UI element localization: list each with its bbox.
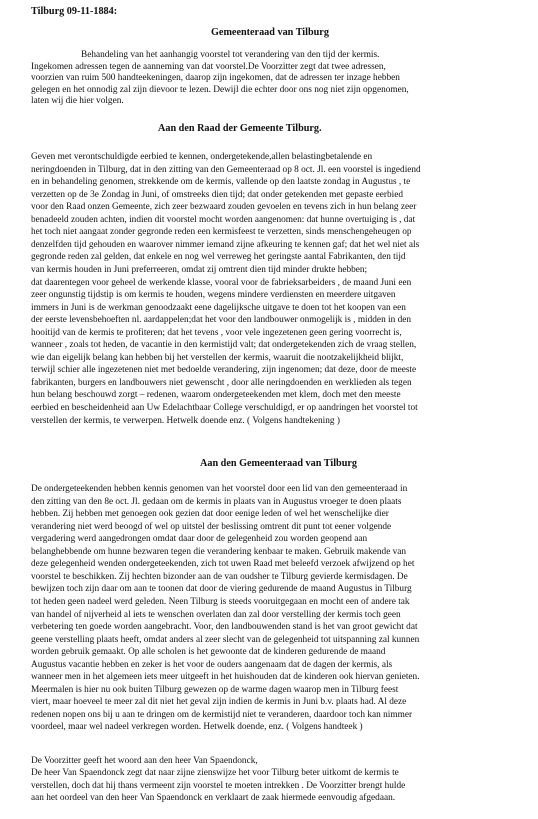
text-line: denzelfden tijd gehouden en waarover nimmer iemand zijne afkeuring te kennen gaf; dat het wel niet als [31,239,420,250]
text-line: voordeel, maar wel nadeel verkregen worden. Hetwelk doende, enz. ( Volgens handteek ) [31,722,363,733]
text-line: laten wij die hier volgen. [31,96,124,107]
text-line: terwijl schier alle ingezetenen niet met bedoelde verandering, zijn ingenomen; dat deze, door de meeste [31,365,417,376]
text-line: gelegen en het onnodig zal zijn dievoor te lezen. Dewijl die echter door ons nog niet zijn opgenomen, [31,84,409,95]
text-line: zeer ongunstig tijdstip is om kermis te houden, wegens mindere verdiensten en meerdere uitgaven [31,290,396,301]
text-line: neringdoenden in Tilburg, dat in den zitting van den Gemeenteraad op 8 oct. Jl. een voorstel is ingediend [31,164,421,175]
text-line: verstellen der kermis, te verwerpen. Hetwelk doende enz. ( Volgens handtekening ) [31,415,340,426]
text-line: het toch niet aangaat zonder gegronde reden een kermisfeest te verzetten, sinds menschengeheugen op [31,227,412,238]
document-date: Tilburg 09-11-1884: [31,6,118,17]
text-line: worden gebruik gemaakt. Op alle scholen is het gewoonte dat de kinderen gedurende de maand [31,647,386,658]
text-line: tot heden geen nadeel werd geleden. Neen Tilburg is steeds vooruitgegaan en mocht een of andere tak [31,596,410,607]
text-line: redenen nopen ons bij u aan te dringen om de kermistijd niet te veranderen, daardoor toch kan nimmer [31,709,413,720]
text-line: hebben. Zij hebben met genoegen ook gezien dat door eenige leden of wel het wenschelijke dier [31,509,389,520]
text-line: eerbied en bescheidenheid aan Uw Edelachtbaar College verschuldigd, er op aandringen het voorstel tot [31,403,418,413]
text-line: van kermis houden in Juni preferreeren, omdat zij omtrent dien tijd minder drukte hebben; [31,264,368,275]
text-line: viert, maar hoeveel te meer zal dit niet het geval zijn indien de kermis in Juni b.v. plaats had. Al deze [31,697,407,708]
text-line: aan het oordeel van den heer Van Spaendonck en verklaart de zaak hiermede eenvoudig afgedaan. [31,793,396,804]
text-line: Geven met verontschuldigde eerbied te kennen, ondergetekende,allen belastingbetalende en [31,152,373,162]
text-line: Augustus vacantie hebben en zeker is het voor de ouders aangenaam dat de dagen der kermis, als [31,659,393,670]
text-line: fabrikanten, burgers en landbouwers niet gewenscht , door alle neringdoenden en werklieden als tegen [31,377,412,388]
text-line: bewijzen toch zijn daar om aan te toonen dat door de viering gedurende de maand Augustus in Tilburg [31,584,412,595]
document-title: Gemeenteraad van Tilburg [211,27,329,38]
text-line: Behandeling van het aanhangig voorstel tot verandering van den tijd der kermis. [81,50,380,60]
text-line: verandering niet werd beoogd of wel op uitstel der beslissing omtrent dit punt tot eener volgende [31,521,392,532]
text-line: Ingekomen adressen tegen de aanneming van dat voorstel.De Voorzitter zegt dat twee adressen, [31,61,386,72]
text-line: gegronde reden zal gelden, dat enkele en nog wel verreweg het geringste aantal Fabrikanten, den tijd [31,252,406,263]
text-line: wanneer , zoals tot heden, de vacantie in den kermistijd valt; dat ondergetekenden zich de vraag stellen, [31,340,417,351]
text-line: verbetering ten goede worden aangebracht. Voor, den landbouwenden stand is het van groot gewicht dat [31,622,418,633]
text-line: den zitting van den 8e oct. Jl. gedaan om de kermis in plaats van in Augustus vroeger te doen plaats [31,496,402,507]
text-line: van handel of nijverheid al iets te wenschen overlaten dan zal door verstelling der kermis toch geen [31,609,401,620]
text-line: der eerste levensbehoeften nl. aardappelen;dat het voor den landbouwer onmogelijk is , midden in den [31,315,412,326]
text-line: De Voorzitter geeft het woord aan den heer Van Spaendonck, [31,756,258,766]
text-line: verstellen, doch dat hij thans vermeent zijn voorstel te moeten intrekken . De Voorzitter brengt hulde [31,780,406,791]
text-line: wanneer men in het algemeen iets meer uitgeeft in het huishouden dat de kinderen ook hiervan genieten. [31,672,420,683]
text-line: voorzien van ruim 500 handteekeningen, daarop zijn ingekomen, dat de adressen ter inzage hebben [31,73,400,84]
section-1-heading: Aan den Raad der Gemeente Tilburg. [158,123,322,134]
text-line: hooitijd van de kermis te profiteren; dat het tevens , voor vele ingezetenen geen gering voorrecht is, [31,327,402,338]
text-line: verzetten op de 3e Zondag in Juni, of omstreeks dien tijd; dat onder getekenden met gepaste eerbied [31,189,404,200]
text-line: immers in Juni is de werkman genoodzaakt eene dagelijksche uitgave te doen tot het koopen van een [31,302,406,313]
text-line: dat daarentegen voor geheel de werkende klasse, vooral voor de fabrieksarbeiders , de maand Juni een [31,277,412,288]
text-line: Meermalen is hier nu ook buiten Tilburg gewezen op de warme dagen waarop men in Tilburg feest [31,684,399,695]
text-line: wie dan eigelijk belang kan hebben bij het verstellen der kermis, waaruit die nootzakelijkheid blijkt, [31,352,404,363]
text-line: De heer Van Spaendonck zegt dat naar zijne zienswijze het voor Tilburg beter uitkomt de kermis te [31,768,399,779]
text-line: en in behandeling genomen, strekkende om de kermis, vallende op den laatste zondag in Augustus , te [31,177,411,188]
text-line: vergadering werd aangedrongen omdat daar door de gelegenheid zou worden geopend aan [31,534,368,545]
text-line: deze gelegenheid wenden ondergeteekenden, zich tot uwen Raad met beleefd verzoek afwijzend op het [31,559,415,570]
text-line: belanghebbende om hunne bezwaren tegen die verandering kenbaar te maken. Gebruik makende van [31,546,407,557]
text-line: benadeeld zouden achten, indien dit voorstel mocht worden aangenomen: dat hunne overtuiging is , dat [31,214,416,225]
text-line: voorstel te beschikken. Zij hechten bizonder aan de van oudsher te Tilburg gevierde kermisdagen. De [31,571,408,582]
text-line: De ondergeteekenden hebben kennis genomen van het voorstel door een lid van den gemeenteraad in [31,484,408,494]
text-line: hun belang beschouwd zorgt – redenen, waarom ondergeteekenden met klem, doch met den meeste [31,390,401,401]
text-line: geene verstelling plaats heeft, omdat anders al zeer slecht van de gelegenheid tot uitspanning zal kunnen [31,634,420,645]
section-2-heading: Aan den Gemeenteraad van Tilburg [200,458,357,469]
text-line: voor den Raad onzen Gemeente, zich zeer bezwaard zouden gevoelen en tevens zich in hun belang zeer [31,202,417,213]
